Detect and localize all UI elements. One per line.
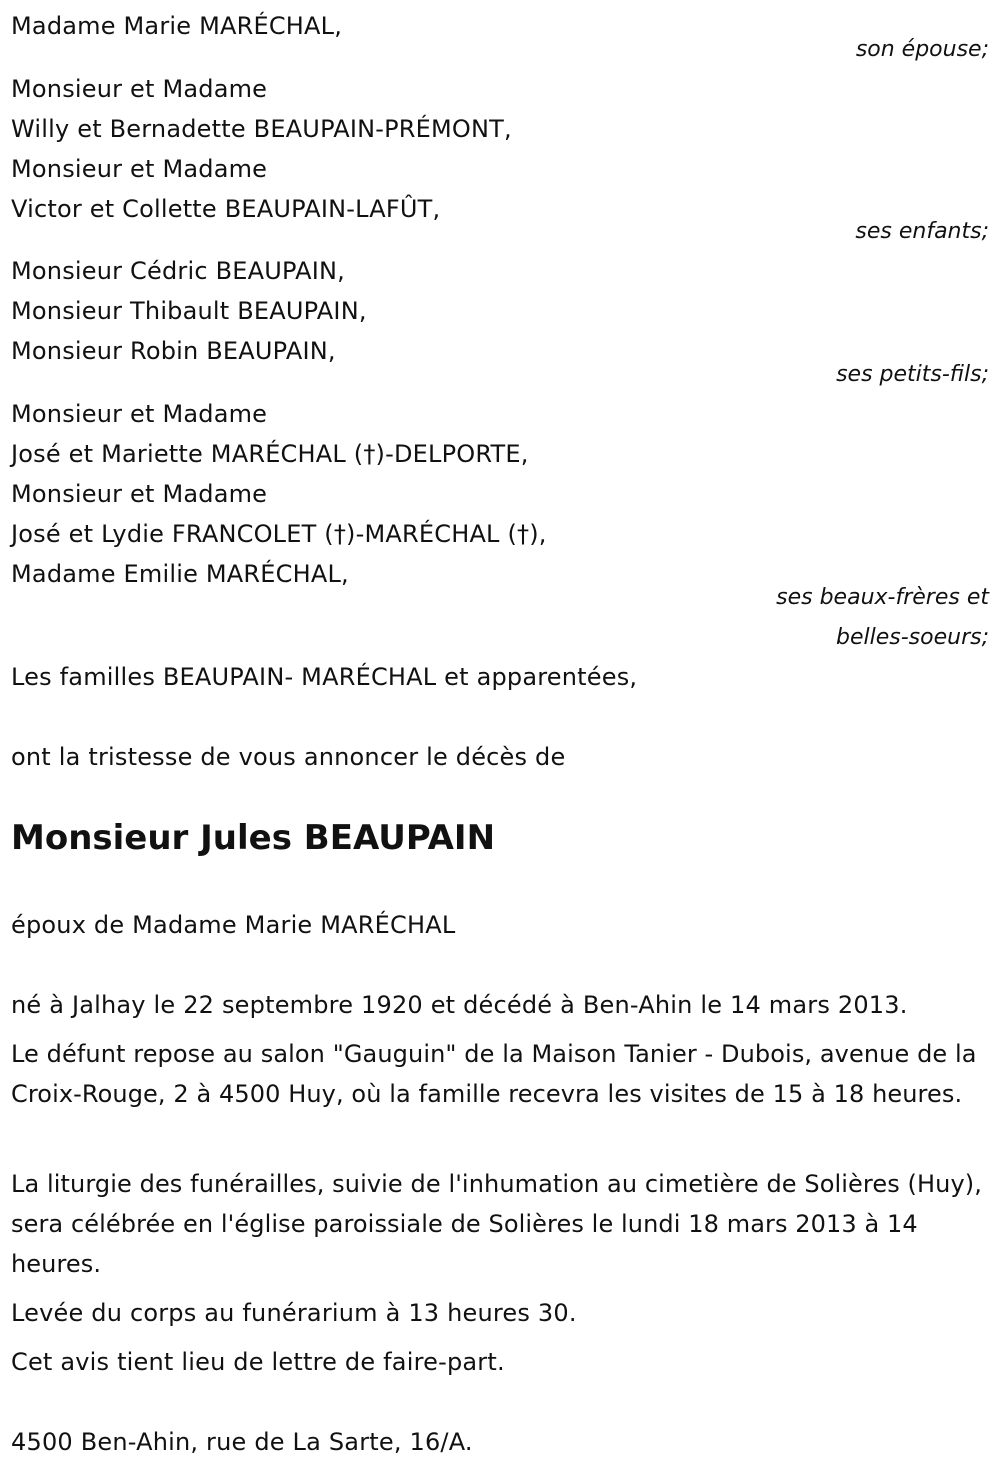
- address-line: 4500 Ben-Ahin, rue de La Sarte, 16/A.: [11, 1428, 473, 1456]
- grandchildren-line-3: Monsieur Robin BEAUPAIN,: [11, 337, 336, 365]
- in-laws-relation-1: ses beaux-frères et: [776, 585, 989, 610]
- spouse-of-line: époux de Madame Marie MARÉCHAL: [11, 911, 456, 939]
- children-relation: ses enfants;: [855, 219, 989, 244]
- in-laws-line-4: José et Lydie FRANCOLET (†)-MARÉCHAL (†),: [11, 520, 547, 548]
- viewing-paragraph: Le défunt repose au salon "Gauguin" de la Maison Tanier - Dubois, avenue de la Croix-Rouge, 2 à 4500 Huy, où la famille recevra les visites de 15 à 18 heures.: [11, 1040, 977, 1108]
- announcement-line: ont la tristesse de vous annoncer le décès de: [11, 743, 566, 771]
- spouse-relation: son épouse;: [855, 37, 989, 62]
- children-line-1: Monsieur et Madame: [11, 75, 268, 103]
- grandchildren-relation: ses petits-fils;: [836, 362, 989, 387]
- children-line-3: Monsieur et Madame: [11, 155, 268, 183]
- notice-line: Cet avis tient lieu de lettre de faire-part.: [11, 1348, 505, 1376]
- families-line: Les familles BEAUPAIN- MARÉCHAL et apparentées,: [11, 663, 638, 691]
- deceased-name: Monsieur Jules BEAUPAIN: [11, 818, 496, 858]
- children-line-4: Victor et Collette BEAUPAIN-LAFÛT,: [11, 195, 441, 223]
- in-laws-line-1: Monsieur et Madame: [11, 400, 268, 428]
- grandchildren-line-1: Monsieur Cédric BEAUPAIN,: [11, 257, 345, 285]
- liturgy-paragraph: La liturgie des funérailles, suivie de l'inhumation au cimetière de Solières (Huy), sera célébrée en l'église paroissiale de Solières le lundi 18 mars 2013 à 14 heures.: [11, 1170, 982, 1278]
- children-line-2: Willy et Bernadette BEAUPAIN-PRÉMONT,: [11, 115, 512, 143]
- spouse-line: Madame Marie MARÉCHAL,: [11, 12, 343, 40]
- in-laws-relation-2: belles-soeurs;: [836, 625, 989, 650]
- grandchildren-line-2: Monsieur Thibault BEAUPAIN,: [11, 297, 367, 325]
- in-laws-line-5: Madame Emilie MARÉCHAL,: [11, 560, 349, 588]
- in-laws-line-3: Monsieur et Madame: [11, 480, 268, 508]
- in-laws-line-2: José et Mariette MARÉCHAL (†)-DELPORTE,: [11, 440, 529, 468]
- birth-death-line: né à Jalhay le 22 septembre 1920 et décédé à Ben-Ahin le 14 mars 2013.: [11, 991, 908, 1019]
- levee-line: Levée du corps au funérarium à 13 heures 30.: [11, 1299, 577, 1327]
